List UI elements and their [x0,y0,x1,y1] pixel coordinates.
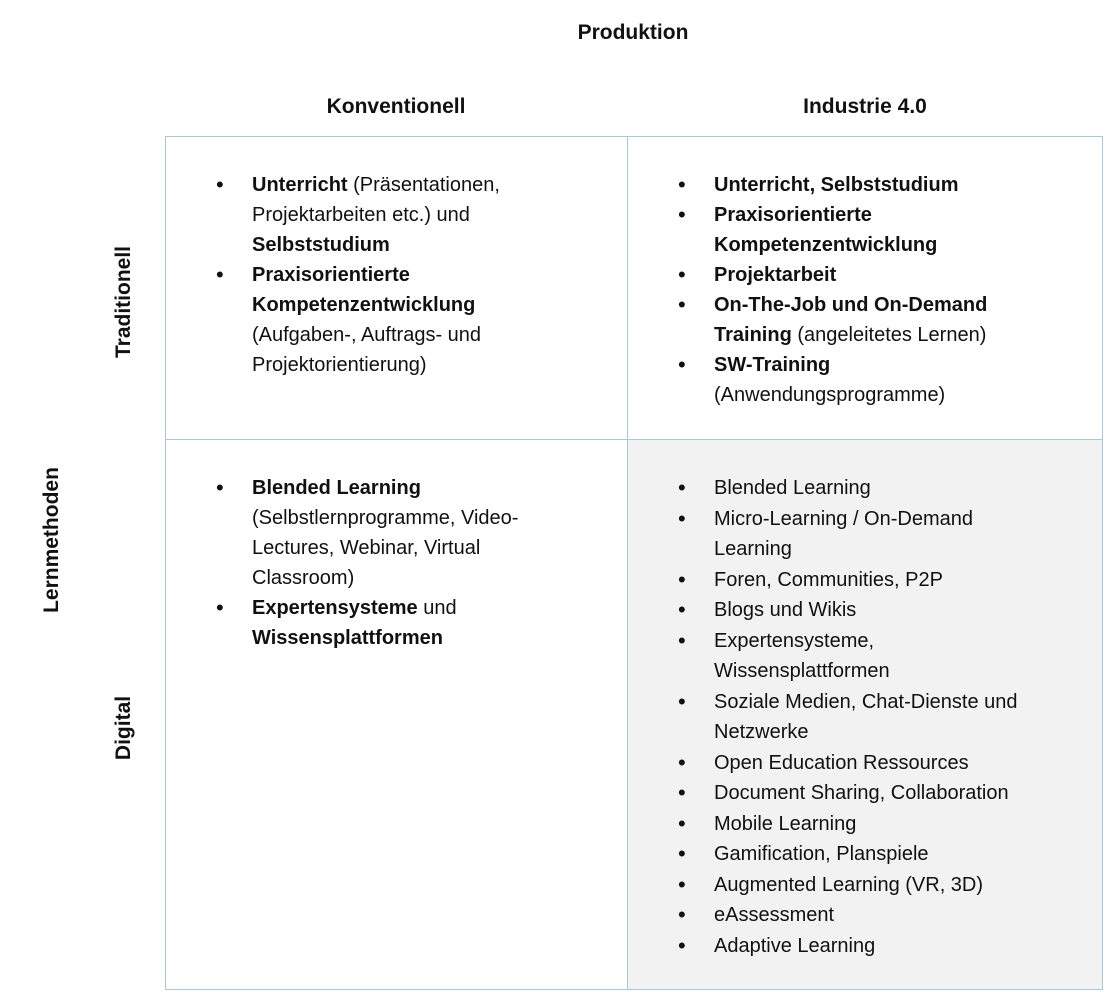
list-item: • Mobile Learning [678,809,1038,840]
list-item: • Praxisorientierte Kompetenzentwicklung (Aufgaben-, Auftrags- und Projektorientierung) [216,260,556,380]
bullet-list [678,473,1038,961]
list-item: • eAssessment [678,900,1038,931]
list-item: • Unterricht (Präsentationen, Projektarbeiten etc.) und Selbststudium [216,170,556,260]
list-item: • Blogs und Wikis [678,595,1038,626]
bullet-list [216,473,556,653]
list-item: • Blended Learning [678,473,1038,504]
list-item: • Micro-Learning / On-Demand Learning [678,504,1038,565]
list-item: • Expertensysteme, Wissensplattformen [678,626,1038,687]
list-item: • Adaptive Learning [678,931,1038,962]
list-item: • Expertensysteme und Wissensplattformen [216,593,556,653]
list-item: • Projektarbeit [678,260,1038,290]
list-item: • SW-Training (Anwendungsprogramme) [678,350,1038,410]
list-item: • Praxisorientierte Kompetenzentwicklung [678,200,1038,260]
diagram-title: Produktion [577,21,689,44]
column-header-industrie40: Industrie 4.0 [803,95,927,118]
list-item: • Blended Learning (Selbstlernprogramme, Video-Lectures, Webinar, Virtual Classroom) [216,473,556,593]
cell-traditionell-konventionell [165,136,628,440]
list-item: • Document Sharing, Collaboration [678,778,1038,809]
list-item: • Augmented Learning (VR, 3D) [678,870,1038,901]
list-item: • Foren, Communities, P2P [678,565,1038,596]
list-item: • Gamification, Planspiele [678,839,1038,870]
list-item: • Unterricht, Selbststudium [678,170,1038,200]
list-item: • On-The-Job und On-Demand Training (angeleitetes Lernen) [678,290,1038,350]
row-header-traditionell: Traditionell [112,245,135,359]
list-item: • Soziale Medien, Chat-Dienste und Netzwerke [678,687,1038,748]
row-axis-label: Lernmethoden [40,467,63,613]
cell-digital-industrie40 [627,439,1103,990]
bullet-list [678,170,1038,410]
cell-traditionell-industrie40 [627,136,1103,440]
list-item: • Open Education Ressources [678,748,1038,779]
bullet-list [216,170,556,380]
row-header-digital: Digital [112,695,135,761]
cell-digital-konventionell [165,439,628,990]
column-header-konventionell: Konventionell [326,95,466,118]
